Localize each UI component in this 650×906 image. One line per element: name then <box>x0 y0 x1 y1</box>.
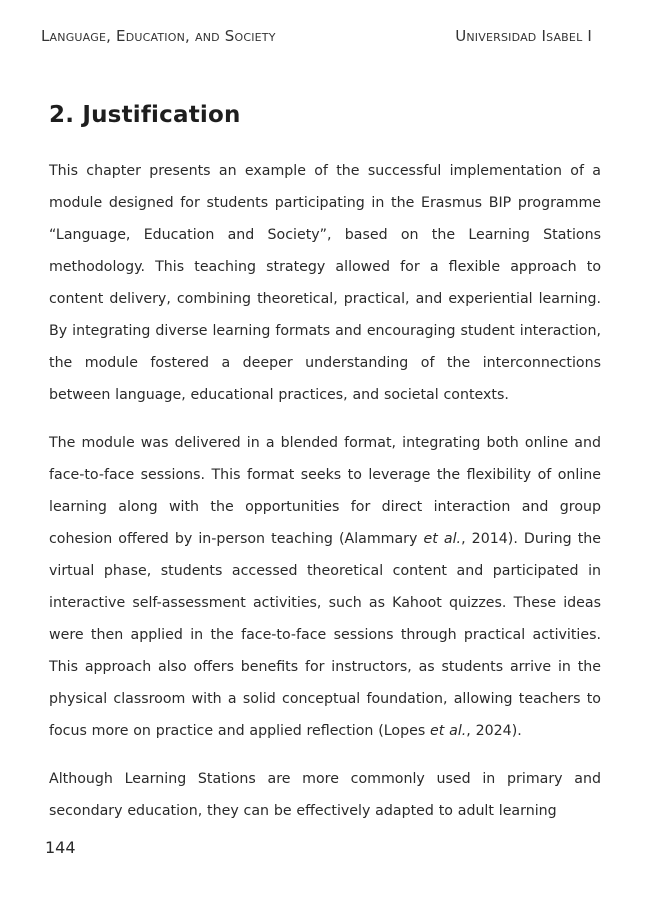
running-head-right: Universidad Isabel I <box>455 27 592 45</box>
citation-et-al-2: et al. <box>430 723 467 739</box>
section-title: 2. Justification <box>49 102 241 128</box>
paragraph-2-part-b: , 2014). During the virtual phase, students accessed theoretical content and participated in interactive self-assessment activities, such as Kahoot quizzes. These ideas were then applied in the face-to-face sessions through practical activities. This approach also offers benefits for instructors, as students arrive in the physical classroom with a solid conceptual foundation, allowing teachers to focus more on practice and applied reflection (Lopes <box>49 531 602 739</box>
page-number: 144 <box>45 838 76 857</box>
citation-et-al-1: et al. <box>423 531 462 547</box>
paragraph-2-part-c: , 2024). <box>466 723 522 739</box>
paragraph-2-part-a: The module was delivered in a blended format, integrating both online and face-to-face sessions. This format seeks to leverage the flexibility of online learning along with the opportunities for direct interaction and group cohesion offered by in-person teaching (Alammary <box>49 435 601 547</box>
paragraph-2 <box>49 427 601 747</box>
body-text <box>49 155 601 843</box>
paragraph-1: This chapter presents an example of the successful implementation of a module designed for students participating in the Erasmus BIP programme “Language, Education and Society”, based on the Learning Stations methodology. This teaching strategy allowed for a flexible approach to content delivery, combining theoretical, practical, and experiential learning. By integrating diverse learning formats and encouraging student interaction, the module fostered a deeper understanding of the interconnections between language, educational practices, and societal contexts. <box>49 163 601 403</box>
running-head-left: Language, Education, and Society <box>41 27 276 45</box>
paragraph-3: Although Learning Stations are more commonly used in primary and secondary education, they can be effectively adapted to adult learning <box>49 771 601 819</box>
